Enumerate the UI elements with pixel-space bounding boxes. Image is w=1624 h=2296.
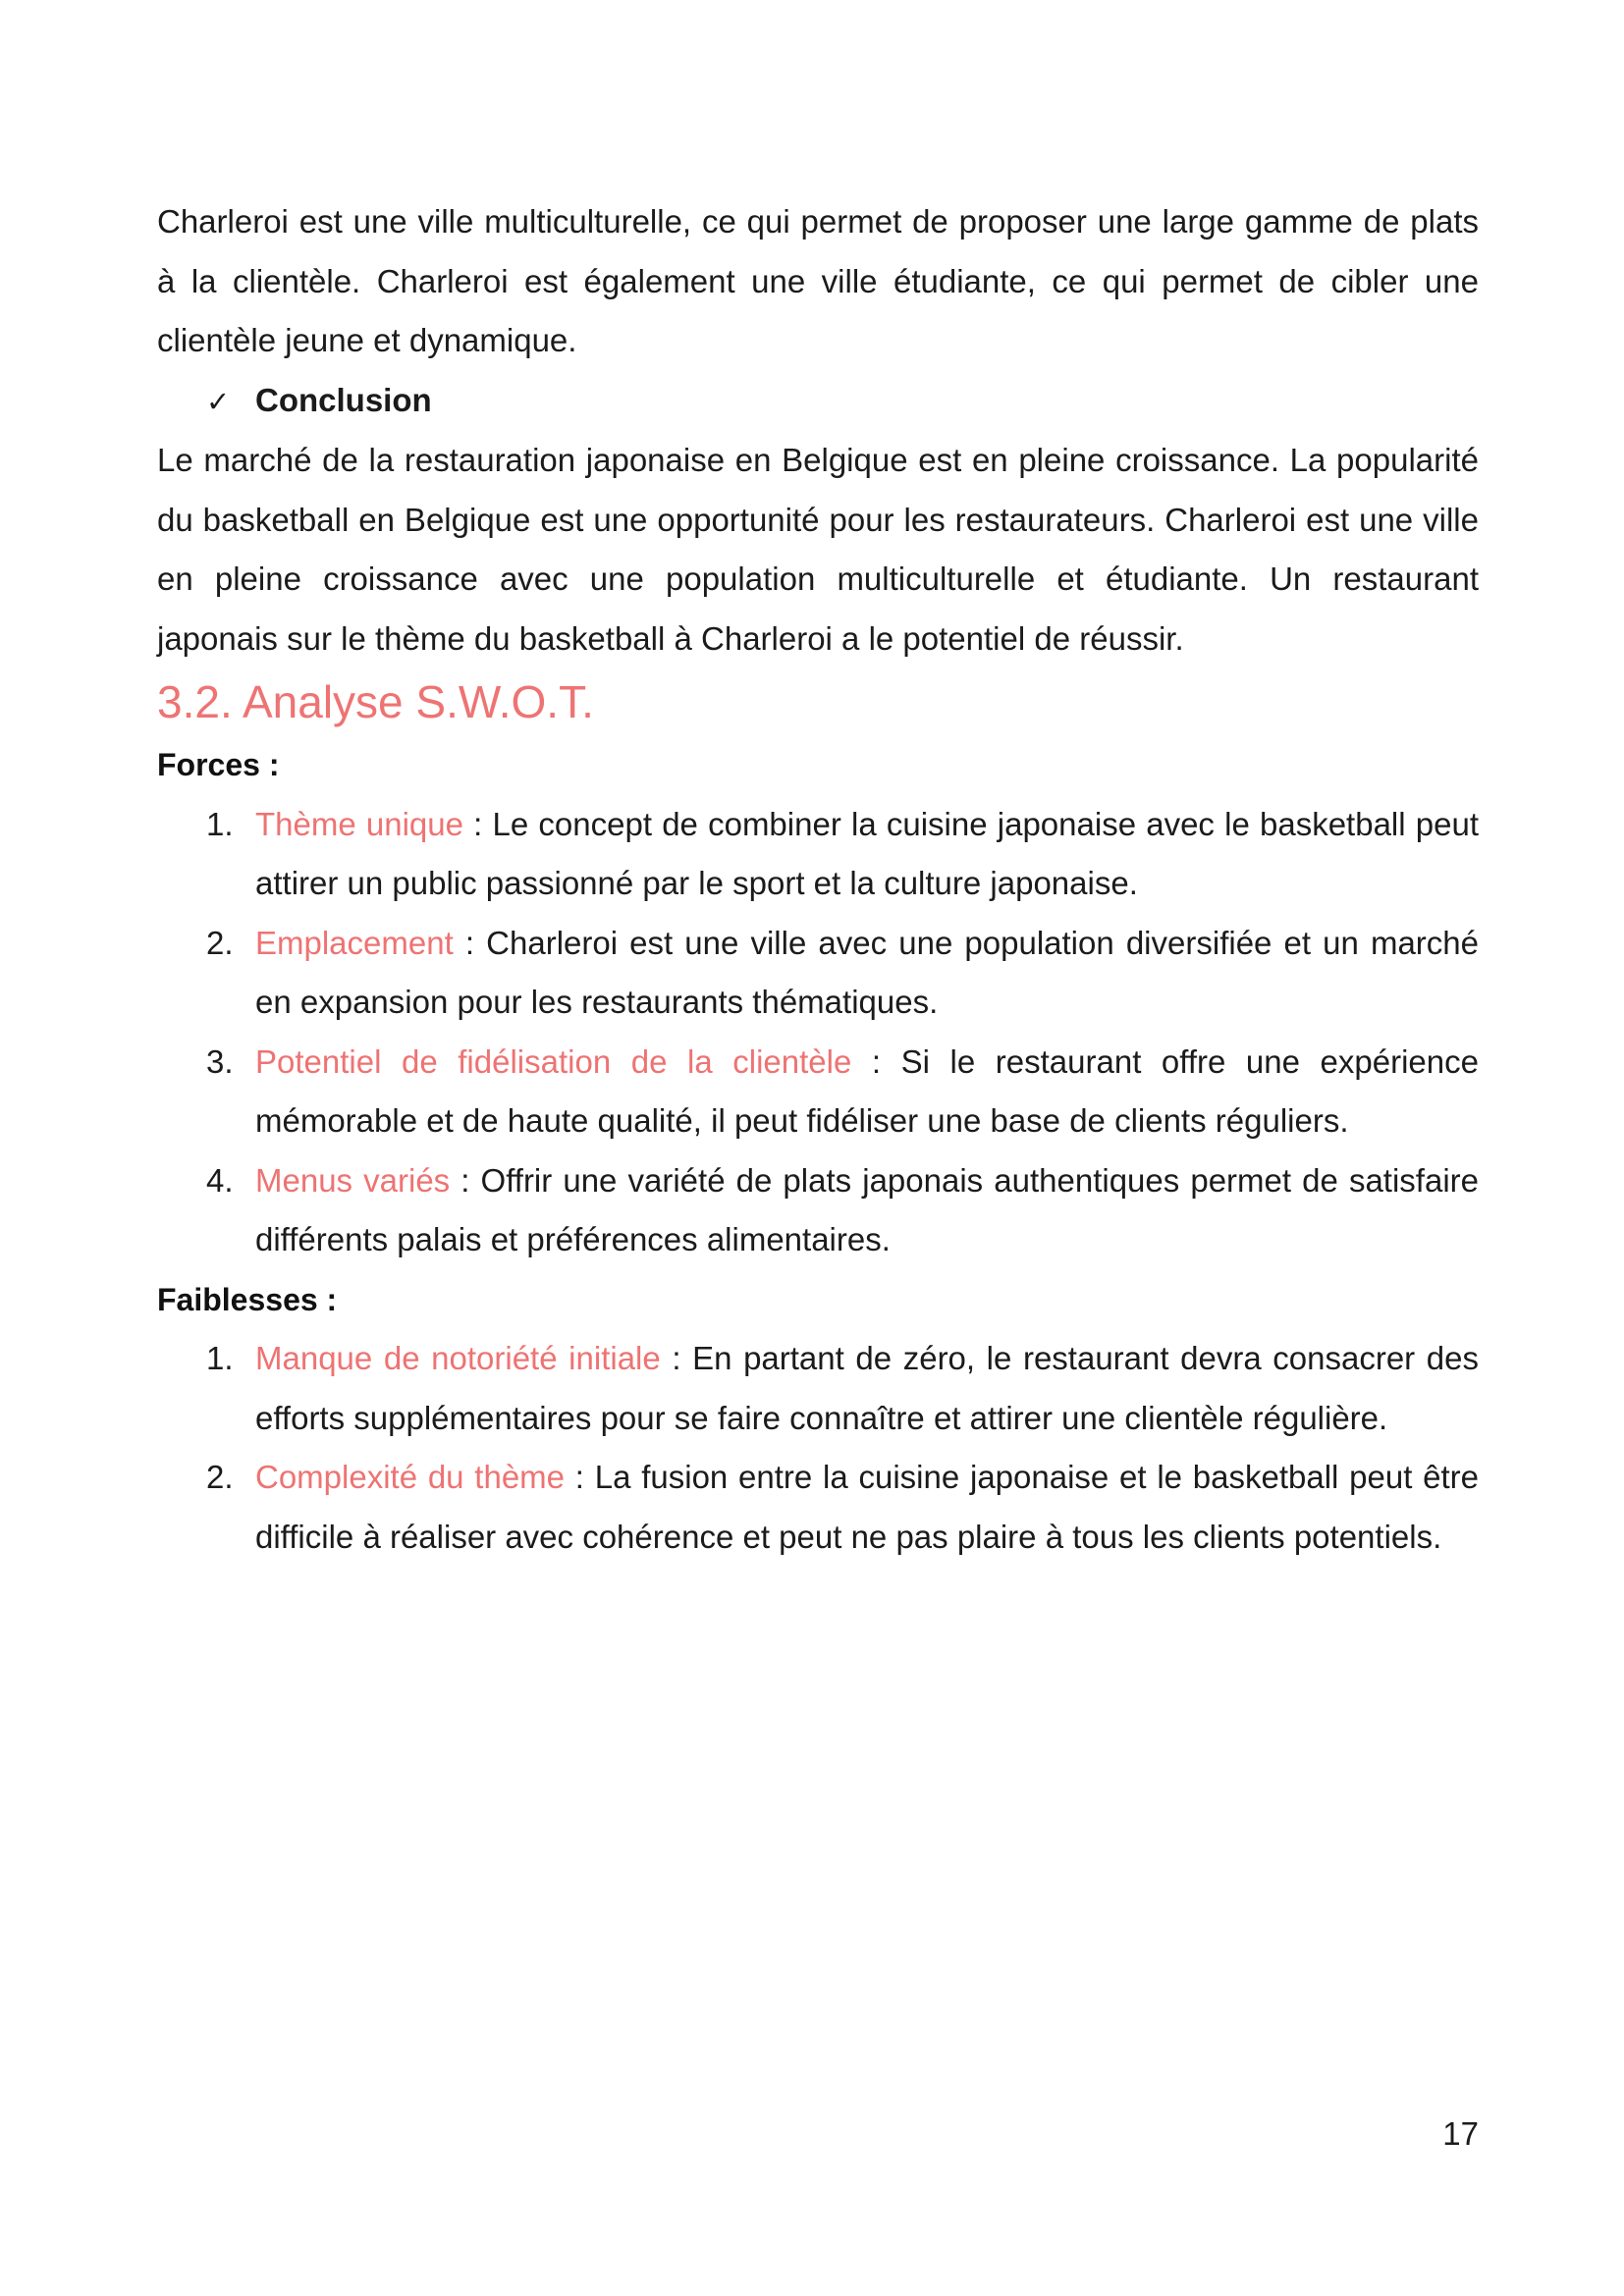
item-number: 4. [206,1161,234,1199]
section-title: 3.2. Analyse S.W.O.T. [157,676,594,727]
item-number: 3. [206,1042,234,1080]
faiblesses-item [157,1448,1479,1567]
forces-item [157,1033,1479,1151]
item-number: 1. [206,805,234,842]
forces-list [157,795,1479,1270]
faiblesses-list [157,1329,1479,1567]
forces-item [157,914,1479,1033]
item-separator: : [660,1340,693,1376]
item-number: 1. [206,1340,234,1376]
item-term: Emplacement [255,924,454,961]
item-separator: : [453,924,487,961]
document-page [157,192,1479,1567]
item-text [255,795,1479,914]
item-separator: : [463,805,493,842]
item-text [255,1151,1479,1270]
item-description: La fusion entre la cuisine japonaise et le basketball peut être difficile à réaliser avec cohérence et peut ne pas plaire à tous les clients potentiels. [255,1459,1480,1555]
conclusion-paragraph: Le marché de la restauration japonaise en Belgique est en pleine croissance. La popularité du basketball en Belgique est une opportunité pour les restaurateurs. Charleroi est une ville en pleine croissance avec une population multiculturelle et étudiante. Un restaurant japonais sur le thème du basketball à Charleroi a le potentiel de réussir. [157,442,1479,657]
item-term: Complexité du thème [255,1459,566,1495]
item-separator: : [851,1042,901,1080]
forces-item [157,1151,1479,1270]
checkmark-icon: ✓ [206,384,231,418]
conclusion-heading [157,371,1479,432]
faiblesses-heading: Faiblesses : [157,1281,338,1317]
item-text [255,1329,1479,1448]
item-term: Potentiel de fidélisation de la clientèle [255,1042,852,1080]
item-term: Menus variés [255,1161,451,1199]
item-number: 2. [206,1459,234,1495]
item-term: Thème unique [255,805,463,842]
item-text [255,1448,1479,1567]
page-number: 17 [1442,2115,1479,2152]
item-description: En partant de zéro, le restaurant devra consacrer des efforts supplémentaires pour se faire connaître et attirer une clientèle régulière. [255,1340,1479,1436]
item-term: Manque de notoriété initiale [255,1340,661,1376]
item-text [255,914,1479,1033]
item-description: Offrir une variété de plats japonais authentiques permet de satisfaire différents palais et préférences alimentaires. [255,1161,1479,1257]
item-number: 2. [206,924,234,961]
item-description: Le concept de combiner la cuisine japonaise avec le basketball peut attirer un public passionné par le sport et la culture japonaise. [255,805,1479,901]
item-separator: : [565,1459,595,1495]
forces-item [157,795,1479,914]
item-description: Charleroi est une ville avec une population diversifiée et un marché en expansion pour les restaurants thématiques. [255,924,1479,1020]
item-separator: : [450,1161,481,1199]
item-text [255,1033,1479,1151]
faiblesses-item [157,1329,1479,1448]
conclusion-title: Conclusion [255,381,432,418]
forces-heading: Forces : [157,747,280,782]
intro-paragraph: Charleroi est une ville multiculturelle, ce qui permet de proposer une large gamme de plats à la clientèle. Charleroi est également une ville étudiante, ce qui permet de cibler une clientèle jeune et dynamique. [157,203,1479,358]
item-description: Si le restaurant offre une expérience mémorable et de haute qualité, il peut fidéliser une base de clients réguliers. [255,1042,1479,1139]
